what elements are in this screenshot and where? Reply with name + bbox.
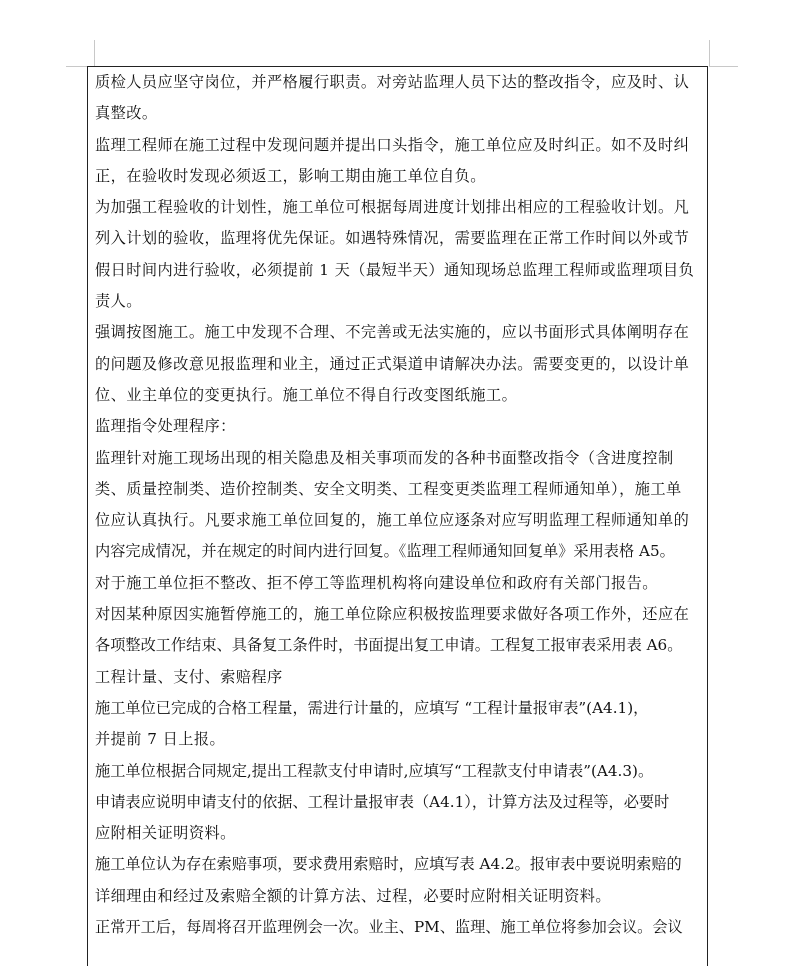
text-line: 位应认真执行。凡要求施工单位回复的，施工单位应逐条对应写明监理工程师通知单的 [95, 511, 690, 530]
text-line: 施工单位根据合同规定,提出工程款支付申请时,应填写“工程款支付申请表”(A4.3)。 [95, 761, 654, 780]
text-line: 真整改。 [95, 104, 158, 123]
text-line: 列入计划的验收，监理将优先保证。如遇特殊情况，需要监理在正常工作时间以外或节 [95, 229, 690, 248]
document-body[interactable] [95, 67, 705, 943]
text-line: 位、业主单位的变更执行。施工单位不得自行改变图纸施工。 [95, 385, 518, 404]
text-line: 施工单位已完成的合格工程量，需进行计量的，应填写 “工程计量报审表”(A4.1)， [95, 698, 649, 717]
crop-mark-left-vertical [94, 40, 95, 67]
text-line: 申请表应说明申请支付的依据、工程计量报审表（A4.1），计算方法及过程等，必要时 [95, 792, 670, 811]
text-line: 并提前 7 日上报。 [95, 730, 226, 749]
text-line: 强调按图施工。施工中发现不合理、不完善或无法实施的，应以书面形式具体阐明存在 [95, 323, 690, 342]
text-line: 责人。 [95, 292, 142, 311]
text-line: 内容完成情况，并在规定的时间内进行回复。《监理工程师通知回复单》采用表格 A5。 [95, 542, 675, 561]
text-line: 各项整改工作结束、具备复工条件时，书面提出复工申请。工程复工报审表采用表 A6。 [95, 636, 683, 655]
text-line: 正，在验收时发现必须返工，影响工期由施工单位自负。 [95, 166, 486, 185]
text-line: 对因某种原因实施暂停施工的，施工单位除应积极按监理要求做好各项工作外，还应在 [95, 605, 690, 624]
text-line: 应附相关证明资料。 [95, 824, 236, 843]
text-line: 施工单位认为存在索赔事项，要求费用索赔时，应填写表 A4.2。报审表中要说明索赔的 [95, 855, 682, 874]
section-heading: 工程计量、支付、索赔程序 [95, 667, 283, 686]
text-line: 对于施工单位拒不整改、拒不停工等监理机构将向建设单位和政府有关部门报告。 [95, 573, 658, 592]
text-line: 监理针对施工现场出现的相关隐患及相关事项而发的各种书面整改指令（含进度控制 [95, 448, 674, 467]
text-line: 详细理由和经过及索赔全额的计算方法、过程，必要时应附相关证明资料。 [95, 886, 612, 905]
text-line: 质检人员应坚守岗位，并严格履行职责。对旁站监理人员下达的整改指令，应及时、认 [95, 73, 690, 91]
section-heading: 监理指令处理程序： [95, 417, 236, 436]
text-line: 监理工程师在施工过程中发现问题并提出口头指令，施工单位应及时纠正。如不及时纠 [95, 135, 690, 154]
text-line: 正常开工后，每周将召开监理例会一次。业主、PM、监理、施工单位将参加会议。会议 [95, 918, 683, 937]
text-line: 假日时间内进行验收，必须提前 1 天（最短半天）通知现场总监理工程师或监理项目负 [95, 260, 695, 279]
text-line: 为加强工程验收的计划性，施工单位可根据每周进度计划排出相应的工程验收计划。凡 [95, 198, 690, 217]
text-line: 的问题及修改意见报监理和业主，通过正式渠道申请解决办法。需要变更的，以设计单 [95, 354, 690, 373]
crop-mark-right-vertical [709, 40, 710, 67]
crop-mark-right-horizontal [710, 66, 738, 67]
text-line: 类、质量控制类、造价控制类、安全文明类、工程变更类监理工程师通知单），施工单 [95, 479, 682, 498]
